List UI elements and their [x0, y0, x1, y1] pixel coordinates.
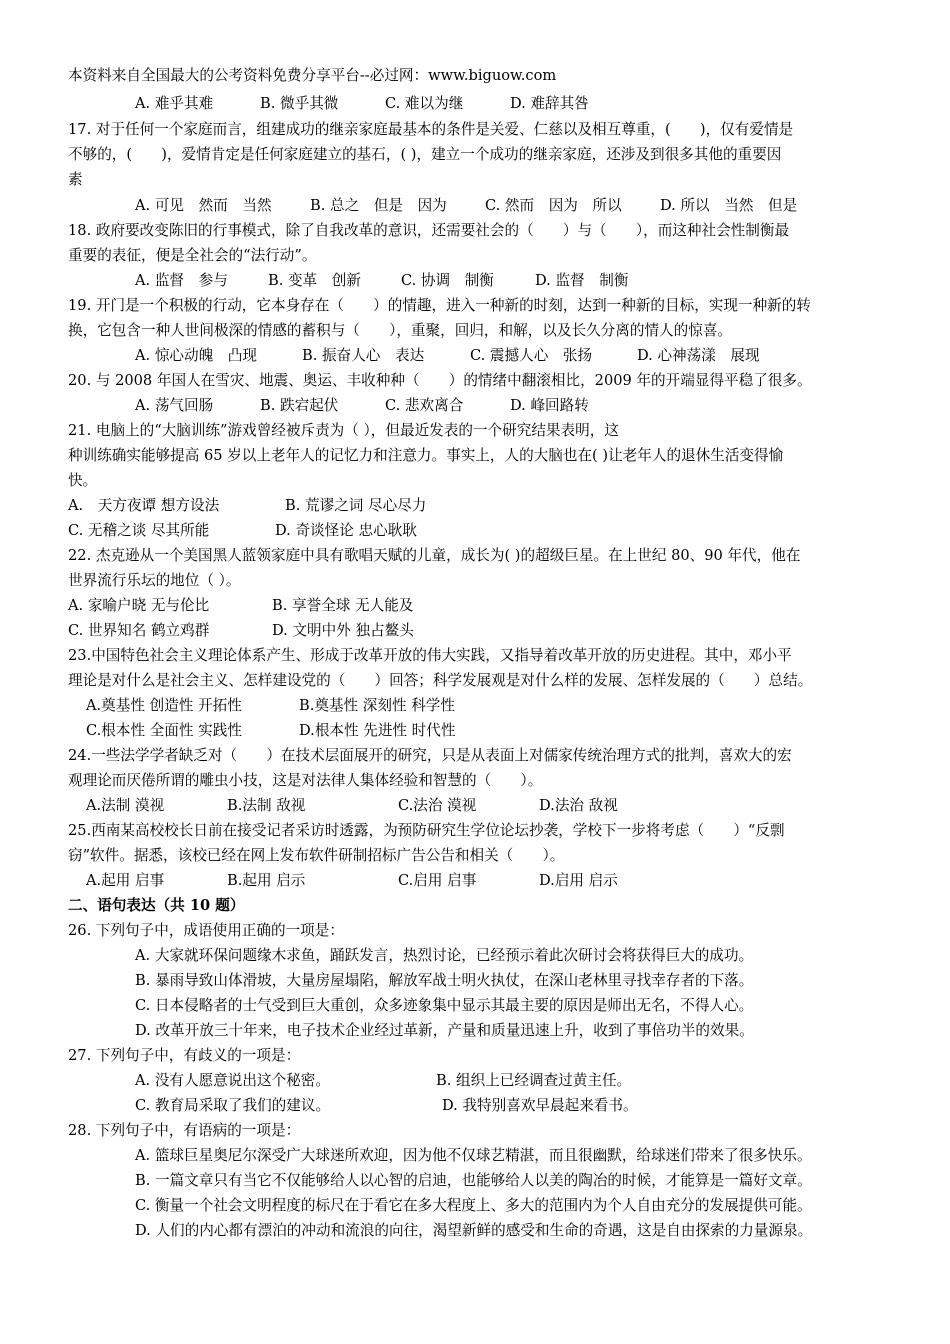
q23-option-c: C.根本性 全面性 实践性: [86, 722, 242, 739]
q22-option-d: D. 文明中外 独占鳌头: [272, 622, 414, 639]
q21-option-a: A. 天方夜谭 想方设法: [68, 497, 220, 514]
q17-stem-line-1: 17. 对于任何一个家庭而言，组建成功的继亲家庭最基本的条件是关爱、仁慈以及相互尊重，( )，仅有爱情是: [68, 121, 794, 138]
q18-option-c: C. 协调 制衡: [401, 272, 494, 289]
q27-option-c: C. 教育局采取了我们的建议。: [135, 1097, 331, 1114]
q19-stem-line-2: 换，它包含一种人世间极深的情感的蓄积与（ ），重聚，回归，和解，以及长久分离的情人的惊喜。: [68, 322, 733, 339]
q23-option-a: A.奠基性 创造性 开拓性: [86, 697, 242, 714]
q19-option-d: D. 心神荡漾 展现: [637, 347, 760, 364]
q18-stem-line-1: 18. 政府要改变陈旧的行事模式，除了自我改革的意识，还需要社会的（ ）与（ ），而这种社会性制衡最: [68, 222, 790, 239]
q23-stem-line-2: 理论是对什么是社会主义、怎样建设党的（ ）回答；科学发展观是对什么样的发展、怎样发展的（ ）总结。: [68, 672, 813, 689]
q23-stem-line-1: 23.中国特色社会主义理论体系产生、形成于改革开放的伟大实践，又指导着改革开放的历史进程。其中，邓小平: [68, 647, 792, 664]
q21-stem-line-2: 种训练确实能够提高 65 岁以上老年人的记忆力和注意力。事实上，人的大脑也在( )让老年人的退休生活变得愉: [68, 447, 784, 464]
q17-stem-line-3: 素: [68, 171, 83, 188]
q17-option-a: A. 可见 然而 当然: [135, 197, 272, 214]
q28-option-a: A. 篮球巨星奥尼尔深受广大球迷所欢迎，因为他不仅球艺精湛，而且很幽默，给球迷们带来了很多快乐。: [135, 1147, 812, 1164]
q17-option-d: D. 所以 当然 但是: [660, 197, 798, 214]
q24-option-a: A.法制 漠视: [86, 797, 165, 814]
q27-option-b: B. 组织上已经调查过黄主任。: [436, 1072, 632, 1089]
q21-stem-line-3: 快。: [68, 472, 98, 489]
q25-option-b: B.起用 启示: [227, 872, 306, 889]
q21-stem-line-1: 21. 电脑上的“大脑训练”游戏曾经被斥责为（ ），但最近发表的一个研究结果表明，这: [68, 422, 619, 439]
q24-option-b: B.法制 敌视: [227, 797, 306, 814]
q18-option-a: A. 监督 参与: [135, 272, 228, 289]
q26-option-a: A. 大家就环保问题缘木求鱼，踊跃发言，热烈讨论，已经预示着此次研讨会将获得巨大的成功。: [135, 947, 754, 964]
q21-option-b: B. 荒谬之词 尽心尽力: [285, 497, 427, 514]
q27-stem: 27. 下列句子中，有歧义的一项是：: [68, 1047, 301, 1064]
q19-option-a: A. 惊心动魄 凸现: [135, 347, 257, 364]
q24-stem-line-2: 观理论而厌倦所谓的雕虫小技，这是对法律人集体经验和智慧的（ ）。: [68, 772, 543, 789]
q20-option-d: D. 峰回路转: [510, 397, 589, 414]
q16-option-b: B. 微乎其微: [260, 95, 339, 112]
q25-stem-line-1: 25.西南某高校校长日前在接受记者采访时透露，为预防研究生学位论坛抄袭，学校下一步将考虑（ ）“反剽: [68, 822, 785, 839]
q24-option-c: C.法治 漠视: [398, 797, 477, 814]
q16-option-c: C. 难以为继: [385, 95, 464, 112]
q22-option-a: A. 家喻户晓 无与伦比: [68, 597, 210, 614]
q28-option-b: B. 一篇文章只有当它不仅能够给人以心智的启迪，也能够给人以美的陶冶的时候，才能算是一篇好文章。: [135, 1172, 812, 1189]
q26-option-c: C. 日本侵略者的士气受到巨大重创，众多迹象集中显示其最主要的原因是师出无名，不得人心。: [135, 997, 754, 1014]
q28-option-d: D. 人们的内心都有漂泊的冲动和流浪的向往，渴望新鲜的感受和生命的奇遇，这是自由探索的力量源泉。: [135, 1222, 813, 1239]
source-header: 本资料来自全国最大的公考资料免费分享平台--必过网：www.biguow.com: [68, 67, 557, 84]
q21-option-d: D. 奇谈怪论 忠心耿耿: [275, 522, 417, 539]
q20-option-a: A. 荡气回肠: [135, 397, 214, 414]
section-heading: 二、语句表达（共 10 题）: [68, 897, 245, 914]
q19-stem-line-1: 19. 开门是一个积极的行动，它本身存在（ ）的情趣，进入一种新的时刻，达到一种新的目标，实现一种新的转: [68, 297, 811, 314]
q25-stem-line-2: 窃”软件。据悉，该校已经在网上发布软件研制招标广告公告和相关（ ）。: [68, 847, 565, 864]
q27-option-a: A. 没有人愿意说出这个秘密。: [135, 1072, 330, 1089]
q22-stem-line-2: 世界流行乐坛的地位（ ）。: [68, 572, 241, 589]
q24-option-d: D.法治 敌视: [539, 797, 618, 814]
q28-option-c: C. 衡量一个社会文明程度的标尺在于看它在多大程度上、多大的范围内为个人自由充分的发展提供可能。: [135, 1197, 812, 1214]
q17-stem-line-2: 不够的，( )，爱情肯定是任何家庭建立的基石，( )，建立一个成功的继亲家庭，还涉及到很多其他的重要因: [68, 146, 782, 163]
q17-option-c: C. 然而 因为 所以: [485, 197, 622, 214]
q26-option-b: B. 暴雨导致山体滑坡，大量房屋塌陷，解放军战士明火执仗，在深山老林里寻找幸存者的下落。: [135, 972, 754, 989]
q22-stem-line-1: 22. 杰克逊从一个美国黑人蓝领家庭中具有歌唱天赋的儿童，成长为( )的超级巨星。在上世纪 80、90 年代，他在: [68, 547, 801, 564]
q28-stem: 28. 下列句子中，有语病的一项是：: [68, 1122, 301, 1139]
q22-option-c: C. 世界知名 鹤立鸡群: [68, 622, 210, 639]
q17-option-b: B. 总之 但是 因为: [310, 197, 447, 214]
q25-option-a: A.起用 启事: [86, 872, 165, 889]
q21-option-c: C. 无稽之谈 尽其所能: [68, 522, 210, 539]
q18-option-b: B. 变革 创新: [268, 272, 361, 289]
q16-option-a: A. 难乎其难: [135, 95, 214, 112]
q25-option-c: C.启用 启事: [398, 872, 477, 889]
q22-option-b: B. 享誉全球 无人能及: [272, 597, 414, 614]
q25-option-d: D.启用 启示: [539, 872, 618, 889]
q20-option-c: C. 悲欢离合: [385, 397, 464, 414]
q16-option-d: D. 难辞其咎: [510, 95, 589, 112]
q27-option-d: D. 我特别喜欢早晨起来看书。: [442, 1097, 638, 1114]
q18-stem-line-2: 重要的表征，便是全社会的“法行动”。: [68, 247, 317, 264]
q20-option-b: B. 跌宕起伏: [260, 397, 339, 414]
q23-option-d: D.根本性 先进性 时代性: [299, 722, 456, 739]
q24-stem-line-1: 24.一些法学学者缺乏对（ ）在技术层面展开的研究，只是从表面上对儒家传统治理方式的批判，喜欢大的宏: [68, 747, 792, 764]
q26-option-d: D. 改革开放三十年来，电子技术企业经过革新，产量和质量迅速上升，收到了事倍功半的效果。: [135, 1022, 754, 1039]
q19-option-c: C. 震撼人心 张扬: [470, 347, 593, 364]
q18-option-d: D. 监督 制衡: [535, 272, 629, 289]
q26-stem: 26. 下列句子中，成语使用正确的一项是：: [68, 922, 344, 939]
q19-option-b: B. 振奋人心 表达: [302, 347, 425, 364]
q20-stem-line-1: 20. 与 2008 年国人在雪灾、地震、奥运、丰收种种（ ）的情绪中翻滚相比，2009 年的开端显得平稳了很多。: [68, 372, 812, 389]
q23-option-b: B.奠基性 深刻性 科学性: [299, 697, 455, 714]
